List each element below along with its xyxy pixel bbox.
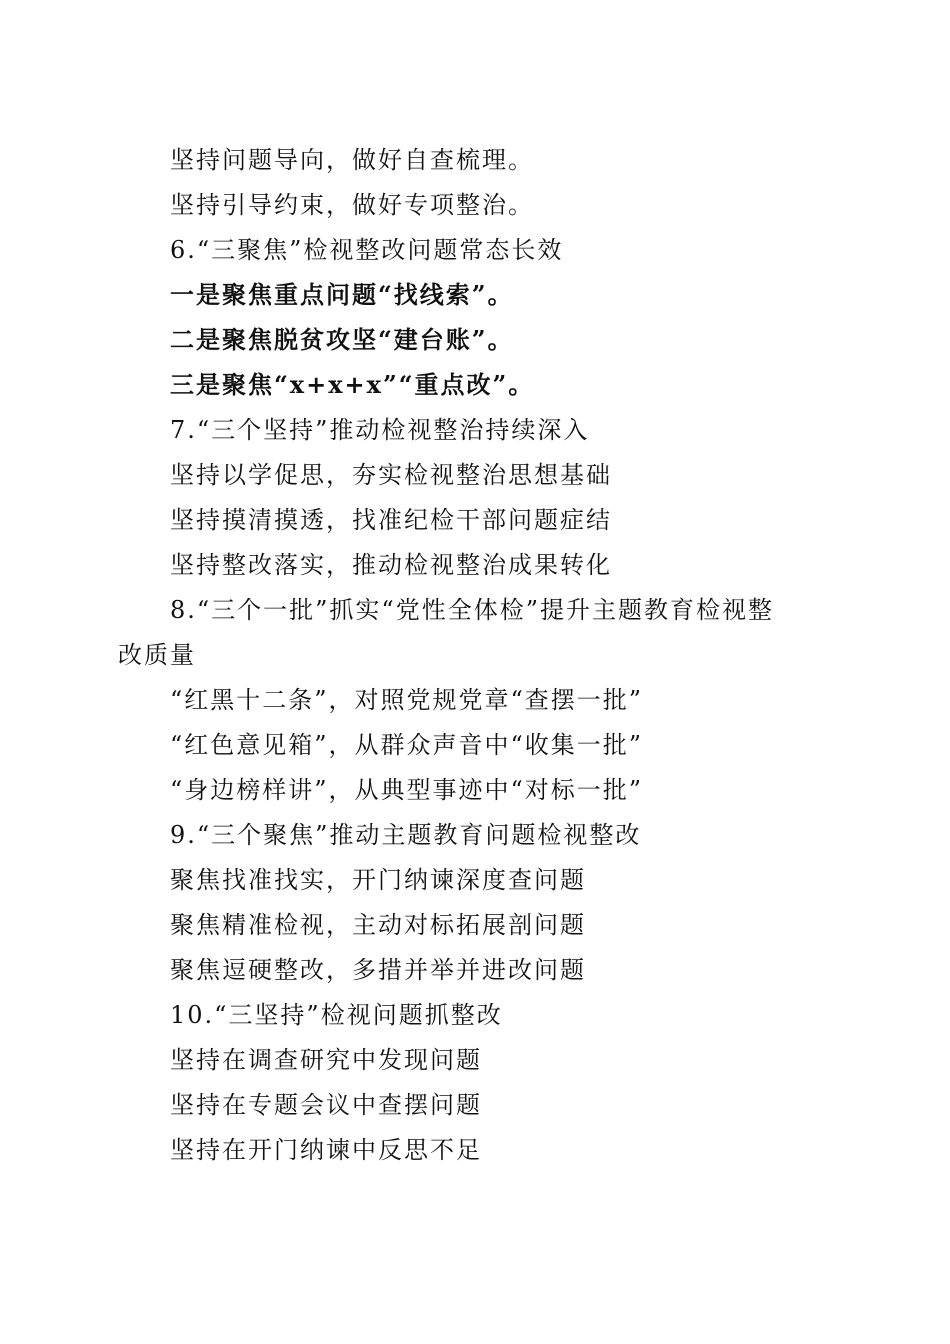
body-line: “身边榜样讲”，从典型事迹中“对标一批” bbox=[170, 776, 644, 804]
body-line: 坚持整改落实，推动检视整治成果转化 bbox=[170, 551, 612, 579]
body-line: 坚持引导约束，做好专项整治。 bbox=[170, 191, 534, 219]
body-line: “红黑十二条”，对照党规党章“查摆一批” bbox=[170, 686, 644, 714]
bold-point: 二是聚焦脱贫攻坚“建台账”。 bbox=[170, 325, 514, 354]
bold-point: 三是聚焦“x+x+x”“重点改”。 bbox=[170, 370, 535, 399]
body-line: 坚持在开门纳谏中反思不足 bbox=[170, 1136, 482, 1164]
body-line: 聚焦逗硬整改，多措并举并进改问题 bbox=[170, 956, 586, 984]
body-line: 坚持摸清摸透，找准纪检干部问题症结 bbox=[170, 506, 612, 534]
section-heading-continuation: 改质量 bbox=[118, 641, 196, 669]
section-heading: 8.“三个一批”抓实“党性全体检”提升主题教育检视整 bbox=[170, 596, 774, 624]
section-heading: 6.“三聚焦”检视整改问题常态长效 bbox=[170, 236, 564, 264]
body-line: 聚焦找准找实，开门纳谏深度查问题 bbox=[170, 866, 586, 894]
body-line: 坚持在专题会议中查摆问题 bbox=[170, 1091, 482, 1119]
body-line: “红色意见箱”，从群众声音中“收集一批” bbox=[170, 731, 644, 759]
body-line: 坚持以学促思，夯实检视整治思想基础 bbox=[170, 461, 612, 489]
section-heading: 9.“三个聚焦”推动主题教育问题检视整改 bbox=[170, 821, 642, 849]
body-line: 坚持在调查研究中发现问题 bbox=[170, 1046, 482, 1074]
bold-point: 一是聚焦重点问题“找线索”。 bbox=[170, 280, 514, 309]
body-line: 聚焦精准检视，主动对标拓展剖问题 bbox=[170, 911, 586, 939]
body-line: 坚持问题导向，做好自查梳理。 bbox=[170, 146, 534, 174]
section-heading: 7.“三个坚持”推动检视整治持续深入 bbox=[170, 416, 590, 444]
section-heading: 10.“三坚持”检视问题抓整改 bbox=[170, 1001, 503, 1029]
